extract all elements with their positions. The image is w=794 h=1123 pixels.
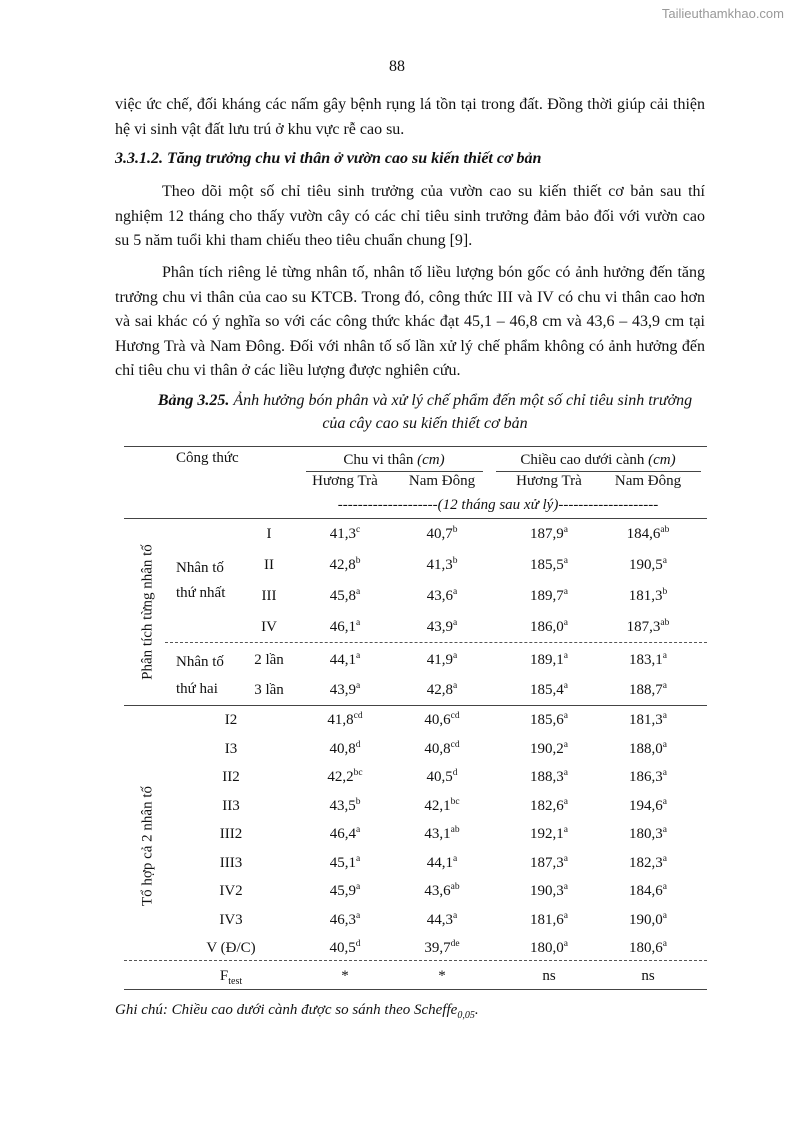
- row-label: 3 lần: [254, 682, 284, 698]
- caption-label: Bảng 3.25.: [157, 392, 230, 409]
- table-cell: 40,7$^b$: [426, 525, 458, 542]
- table-cell: 188,3$^a$: [530, 768, 568, 785]
- row-label: I2: [224, 712, 238, 728]
- factor-2-label-line2: thứ hai: [176, 681, 218, 697]
- table-cell: 194,6$^a$: [629, 796, 667, 814]
- table-rule-bottom: [124, 989, 707, 990]
- table-cell: 43,1$^{ab}$: [424, 825, 460, 842]
- table-cell: 180,0$^a$: [530, 939, 568, 956]
- table-cell: 190,0$^a$: [629, 910, 667, 928]
- table-cell: 41,3$^b$: [426, 556, 458, 573]
- group-label-combination: Tổ hợp cả 2 nhân tố: [139, 786, 156, 906]
- table-cell: 184,6$^{ab}$: [626, 525, 670, 542]
- table-cell: 187,9$^a$: [530, 525, 568, 542]
- table-cell: 190,3$^a$: [530, 882, 568, 899]
- ftest-value: ns: [542, 968, 556, 984]
- row-label: II: [264, 557, 274, 573]
- table-cell: 42,8$^a$: [426, 681, 458, 698]
- table-cell: 44,1$^a$: [329, 651, 361, 668]
- table-cell: 182,3$^a$: [629, 853, 667, 871]
- table-cell: 190,2$^a$: [530, 739, 568, 757]
- table-cell: 40,8$^d$: [329, 739, 361, 757]
- table-rule-height: [496, 471, 701, 472]
- paragraph-2: Phân tích riêng lẻ từng nhân tố, nhân tố liều lượng bón gốc có ảnh hưởng đến tăng trưởng chu vi thân của cao su KTCB. Trong đó, công thức III và IV có chu vi thân cao hơn và sai khác có ý nghĩa so với các công thức khác đạt 45,1 – 46,8 cm và 43,6 – 43,9 cm tại Hương Trà và Nam Đông. Đối với nhân tố số lần xử lý chế phẩm không có ảnh hưởng đến chỉ tiêu chu vi thân ở các liều lượng được nghiên cứu.: [115, 264, 705, 379]
- table-cell: 45,8$^a$: [329, 587, 361, 604]
- ftest-value: *: [341, 968, 349, 984]
- table-cell: 183,1$^a$: [629, 651, 667, 668]
- intro-paragraph: việc ức chế, đối kháng các nấm gây bệnh rụng lá tồn tại trong đất. Đồng thời giúp cải thiện hệ vi sinh vật đất lưu trú ở khu vực rễ cao su.: [115, 96, 705, 138]
- table-cell: 190,5$^a$: [629, 556, 667, 573]
- table-cell: 44,3$^a$: [426, 910, 458, 928]
- row-label: V (Đ/C): [206, 940, 256, 956]
- table-cell: 43,9$^a$: [329, 681, 361, 698]
- table-rule-factor-divider: [165, 642, 707, 643]
- table-cell: 189,1$^a$: [530, 651, 568, 668]
- table-cell: 40,5$^d$: [426, 768, 458, 785]
- table-rule-header-bottom: [124, 518, 707, 519]
- row-label: I3: [224, 740, 238, 757]
- table-cell: 45,1$^a$: [329, 853, 361, 871]
- factor-1-label-line1: Nhân tố: [176, 560, 224, 576]
- row-label: 2 lần: [254, 652, 284, 668]
- table-cell: 180,3$^a$: [629, 825, 667, 842]
- table-cell: 46,3$^a$: [329, 910, 361, 928]
- table-cell: 45,9$^a$: [329, 882, 361, 899]
- table-cell: 43,5$^b$: [329, 796, 361, 814]
- row-label: IV3: [219, 911, 243, 928]
- caption-text: Ảnh hưởng bón phân và xử lý chế phẩm đến một số chỉ tiêu sinh trưởng: [229, 392, 693, 409]
- table-cell: 42,8$^b$: [329, 556, 361, 573]
- ftest-value: *: [438, 968, 446, 984]
- table-cell: 181,3$^b$: [628, 587, 668, 604]
- table-cell: 43,9$^a$: [426, 618, 458, 635]
- paragraph-1: Theo dõi một số chỉ tiêu sinh trưởng của vườn cao su kiến thiết cơ bản sau thí nghiệm 12 tháng cho thấy vườn cây có các chỉ tiêu sinh trưởng đảm bảo đối với vườn cao su 5 năm tuổi khi tham chiếu theo tiêu chuẩn chung [9].: [115, 183, 705, 249]
- header-loc-3: Hương Trà: [516, 473, 582, 489]
- table-cell: 188,7$^a$: [629, 681, 667, 698]
- row-label: III2: [219, 826, 243, 842]
- table-cell: 46,4$^a$: [329, 825, 361, 842]
- table-cell: 41,9$^a$: [426, 651, 458, 668]
- row-label: III: [261, 588, 277, 604]
- section-heading: 3.3.1.2. Tăng trưởng chu vi thân ở vườn cao su kiến thiết cơ bản: [115, 150, 542, 167]
- table-cell: 187,3$^{ab}$: [626, 618, 670, 635]
- header-loc-1: Hương Trà: [312, 473, 378, 489]
- caption-text-2: của cây cao su kiến thiết cơ bản: [322, 415, 528, 432]
- table-cell: 42,2$^{bc}$: [327, 768, 363, 785]
- table-cell: 181,3$^a$: [629, 711, 667, 728]
- factor-1-label-line2: thứ nhất: [176, 585, 226, 601]
- table-cell: 188,0$^a$: [629, 739, 667, 757]
- row-label: I: [266, 526, 272, 542]
- table-cell: 39,7de: [424, 939, 460, 956]
- table-note: Ghi chú: Chiều cao dưới cành được so sánh theo Scheffe$_{0,05}$.: [115, 1002, 479, 1021]
- table-cell: 182,6$^a$: [530, 796, 568, 814]
- header-period: --------------------(12 tháng sau xử lý)--------------------: [337, 497, 659, 513]
- header-girth: Chu vi thân (cm): [343, 452, 445, 468]
- row-label: III3: [219, 854, 243, 871]
- row-label: IV: [261, 619, 277, 635]
- header-loc-2: Nam Đông: [408, 473, 476, 489]
- table-cell: 184,6$^a$: [629, 882, 667, 899]
- table-cell: 185,6$^a$: [530, 711, 568, 728]
- table-cell: 46,1$^a$: [329, 618, 361, 635]
- table-cell: 185,5$^a$: [530, 556, 568, 573]
- factor-2-label-line1: Nhân tố: [176, 654, 224, 670]
- header-height: Chiều cao dưới cành (cm): [520, 452, 676, 468]
- table-cell: 42,1$^{bc}$: [424, 796, 460, 814]
- row-label: II2: [222, 769, 240, 785]
- header-formula: Công thức: [176, 450, 239, 466]
- table-cell: 43,6$^a$: [426, 587, 458, 604]
- group-label-single-factor: Phân tích từng nhân tố: [139, 544, 156, 680]
- table-cell: 43,6$^{ab}$: [424, 882, 460, 899]
- watermark: Tailieuthamkhao.com: [661, 6, 784, 21]
- table-cell: 185,4$^a$: [530, 681, 568, 698]
- table-rule-ftest-divider: [124, 960, 707, 961]
- table-cell: 187,3$^a$: [530, 853, 568, 871]
- table-cell: 192,1$^a$: [530, 825, 568, 842]
- table-cell: 181,6$^a$: [530, 910, 568, 928]
- header-loc-4: Nam Đông: [614, 473, 682, 489]
- table-cell: 41,8$^{cd}$: [327, 711, 363, 728]
- table-cell: 186,3$^a$: [629, 768, 667, 785]
- table-rule-girth: [306, 471, 483, 472]
- ftest-value: ns: [641, 968, 655, 984]
- page-number: 88: [389, 58, 405, 75]
- table-cell: 180,6$^a$: [629, 939, 667, 956]
- table-rule-top: [124, 446, 707, 447]
- table-cell: 41,3$^c$: [329, 525, 361, 542]
- row-label: IV2: [219, 883, 243, 899]
- ftest-label: $F_{test}$: [219, 968, 243, 987]
- table-cell: 40,6$^{cd}$: [424, 711, 460, 728]
- table-cell: 40,8$^{cd}$: [424, 739, 460, 757]
- table-cell: 186,0$^a$: [530, 618, 568, 635]
- row-label: II3: [222, 797, 240, 814]
- table-cell: 40,5$^d$: [329, 939, 361, 956]
- table-cell: 44,1$^a$: [426, 853, 458, 871]
- table-cell: 189,7$^a$: [530, 587, 568, 604]
- table-rule-group-divider: [124, 705, 707, 706]
